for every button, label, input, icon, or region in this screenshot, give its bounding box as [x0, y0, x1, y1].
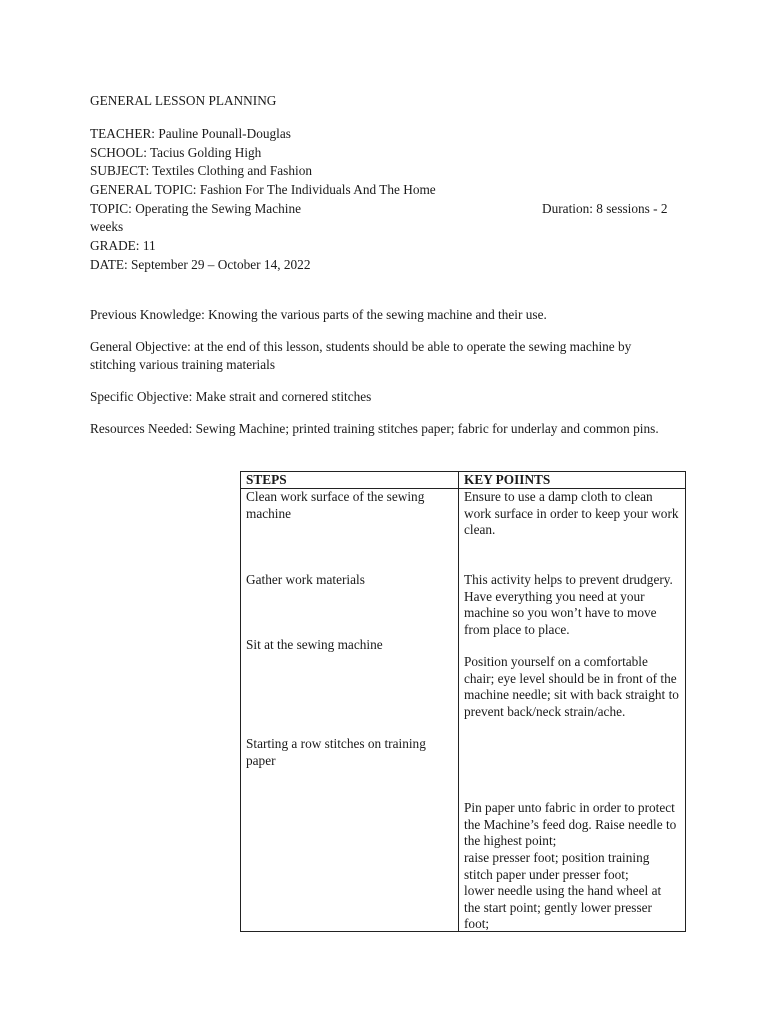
duration-continued: weeks	[90, 219, 124, 234]
steps-column-header: STEPS	[241, 472, 459, 489]
step-item: Starting a row stitches on training paper	[246, 736, 426, 768]
key-point-item: Ensure to use a damp cloth to clean work surface in order to keep your work clean.	[464, 489, 679, 538]
key-point-item: Pin paper unto fabric in order to protect the Machine’s feed dog. Raise needle to the highest point;	[464, 800, 677, 849]
school-line: SCHOOL: Tacius Golding High	[90, 145, 262, 160]
key-point-item: Position yourself on a comfortable chair; eye level should be in front of the machine needle; sit with back straight to prevent back/neck strain/ache.	[464, 654, 679, 719]
step-item: Clean work surface of the sewing machine	[246, 489, 425, 521]
general-objective: General Objective: at the end of this lesson, students should be able to operate the sewing machine by stitching various training materials	[90, 339, 632, 372]
duration-line: Duration: 8 sessions - 2	[542, 201, 668, 216]
table-row	[241, 489, 686, 932]
previous-knowledge: Previous Knowledge: Knowing the various parts of the sewing machine and their use.	[90, 307, 547, 322]
date-line: DATE: September 29 – October 14, 2022	[90, 257, 311, 272]
step-item: Sit at the sewing machine	[246, 637, 383, 653]
topic-line: TOPIC: Operating the Sewing Machine	[90, 201, 301, 216]
key-points-column-header: KEY POIINTS	[459, 472, 686, 489]
teacher-line: TEACHER: Pauline Pounall-Douglas	[90, 126, 291, 141]
key-point-item: raise presser foot; position training stitch paper under presser foot;	[464, 850, 650, 882]
resources-needed: Resources Needed: Sewing Machine; printed training stitches paper; fabric for underlay and common pins.	[90, 421, 659, 436]
subject-line: SUBJECT: Textiles Clothing and Fashion	[90, 163, 313, 178]
specific-objective: Specific Objective: Make strait and cornered stitches	[90, 389, 372, 404]
key-point-item: This activity helps to prevent drudgery. Have everything you need at your machine so you won’t have to move from place to place.	[464, 572, 673, 637]
step-item: Gather work materials	[246, 572, 365, 588]
grade-line: GRADE: 11	[90, 238, 156, 253]
key-points-cell	[459, 489, 686, 932]
general-topic-line: GENERAL TOPIC: Fashion For The Individuals And The Home	[90, 182, 436, 197]
steps-table	[240, 471, 686, 932]
document-title: GENERAL LESSON PLANNING	[90, 93, 277, 108]
table-header-row	[241, 472, 686, 489]
key-point-item: lower needle using the hand wheel at the start point; gently lower presser foot;	[464, 883, 662, 932]
steps-cell	[241, 489, 459, 932]
